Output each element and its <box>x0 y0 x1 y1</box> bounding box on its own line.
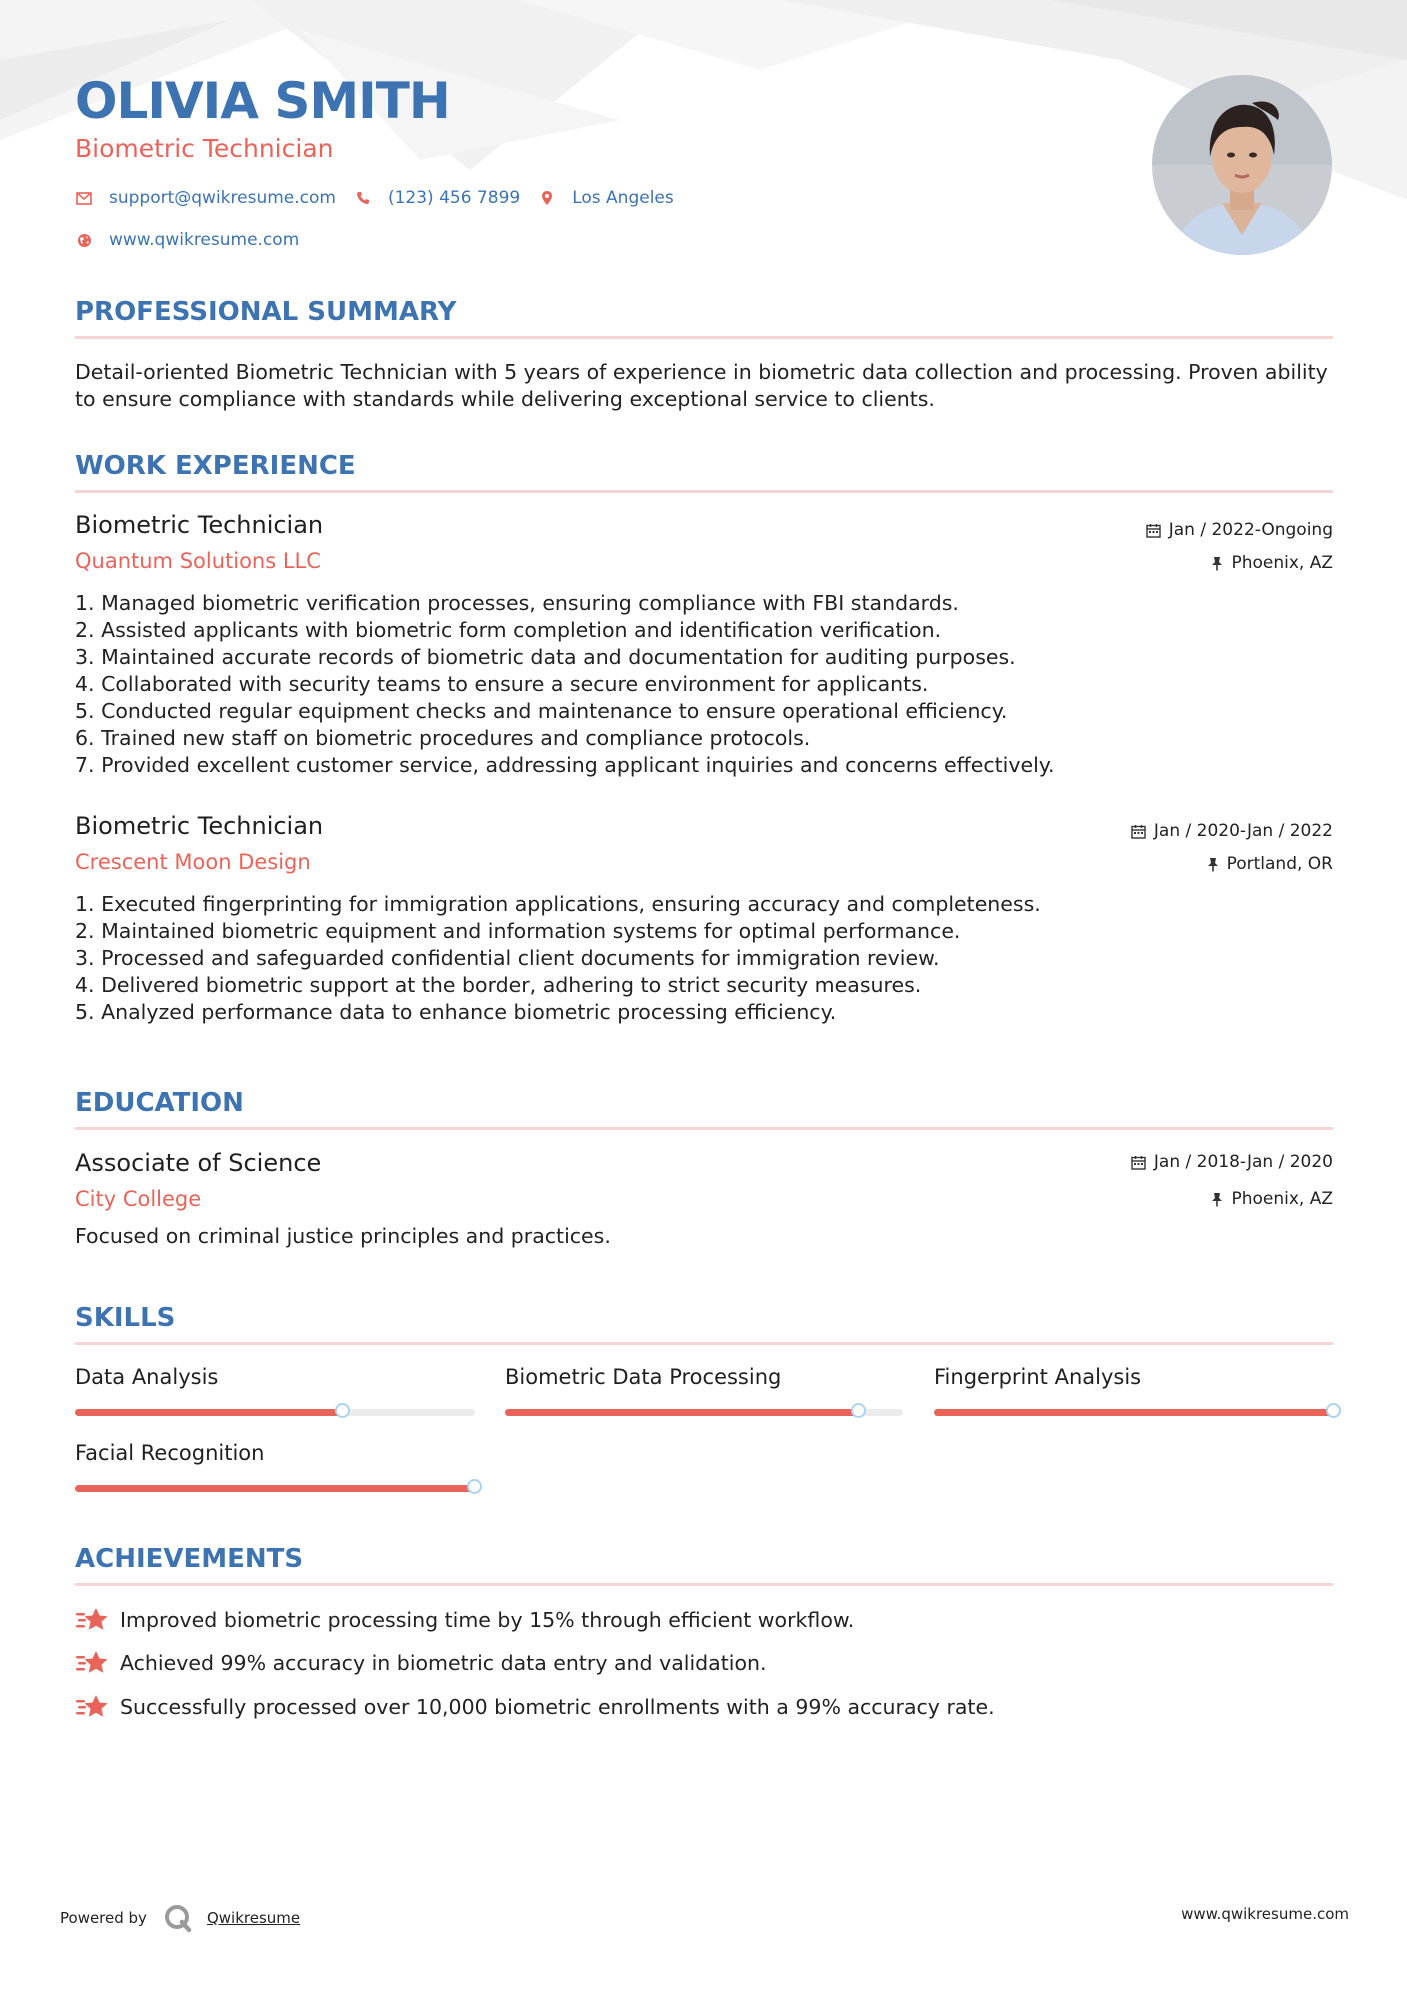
list-item: 6. Trained new staff on biometric procedures and compliance protocols. <box>75 726 811 750</box>
education-dates <box>1131 1152 1333 1172</box>
skill-bar-knob <box>335 1403 350 1418</box>
achievement-text: Successfully processed over 10,000 biometric enrollments with a 99% accuracy rate. <box>120 1695 995 1719</box>
job-dates-text: Jan / 2020-Jan / 2022 <box>1153 821 1333 841</box>
skill-bar-knob <box>851 1403 866 1418</box>
summary-heading: PROFESSIONAL SUMMARY <box>75 297 457 327</box>
experience-divider <box>75 490 1333 493</box>
list-item: 3. Processed and safeguarded confidential client documents for immigration review. <box>75 946 940 970</box>
star-icon <box>75 1693 109 1721</box>
footer-powered-by <box>60 1903 300 1933</box>
achievement-text: Improved biometric processing time by 15% through efficient workflow. <box>120 1608 855 1632</box>
skill-bar-fill <box>75 1409 343 1416</box>
achievement-text: Achieved 99% accuracy in biometric data entry and validation. <box>120 1651 767 1675</box>
skill-label: Biometric Data Processing <box>505 1365 782 1389</box>
job-bullets <box>75 891 1333 1026</box>
achievements-heading: ACHIEVEMENTS <box>75 1544 304 1574</box>
achievement-item <box>75 1606 854 1634</box>
star-icon <box>75 1606 109 1634</box>
job-dates <box>1146 520 1333 540</box>
job-company: Crescent Moon Design <box>75 850 311 874</box>
job-dates-text: Jan / 2022-Ongoing <box>1168 520 1333 540</box>
contact-phone[interactable]: (123) 456 7899 <box>387 188 521 208</box>
education-description: Focused on criminal justice principles and practices. <box>75 1224 611 1248</box>
candidate-title: Biometric Technician <box>75 134 334 163</box>
envelope-icon <box>75 189 93 207</box>
summary-text: Detail-oriented Biometric Technician with 5 years of experience in biometric data collection and processing. Proven ability to ensure compliance with standards while delivering exceptional service to clients. <box>75 360 1328 411</box>
job-company: Quantum Solutions LLC <box>75 549 321 573</box>
job-bullets <box>75 590 1333 779</box>
list-item: 3. Maintained accurate records of biometric data and documentation for auditing purposes. <box>75 645 1016 669</box>
skill-bar <box>505 1409 903 1416</box>
skill-bar-fill <box>75 1485 475 1492</box>
skills-divider <box>75 1342 1333 1345</box>
list-item: 5. Conducted regular equipment checks and maintenance to ensure operational efficiency. <box>75 699 1008 723</box>
skill-bar <box>75 1409 475 1416</box>
education-divider <box>75 1127 1333 1130</box>
star-icon <box>75 1649 109 1677</box>
pushpin-icon <box>1207 857 1219 872</box>
map-pin-icon <box>538 189 556 207</box>
globe-icon <box>75 231 93 249</box>
skills-heading: SKILLS <box>75 1303 176 1333</box>
contact-row-primary <box>75 188 692 208</box>
footer-url[interactable]: www.qwikresume.com <box>1181 1905 1349 1923</box>
job-title: Biometric Technician <box>75 812 324 840</box>
skill-bar-knob <box>467 1479 482 1494</box>
contact-email[interactable]: support@qwikresume.com <box>109 188 336 208</box>
pushpin-icon <box>1211 1192 1223 1207</box>
education-school: City College <box>75 1187 202 1211</box>
list-item: 2. Assisted applicants with biometric form completion and identification verification. <box>75 618 942 642</box>
list-item: 2. Maintained biometric equipment and information systems for optimal performance. <box>75 919 961 943</box>
job-title: Biometric Technician <box>75 511 324 539</box>
education-dates-text: Jan / 2018-Jan / 2020 <box>1153 1152 1333 1172</box>
list-item: 1. Executed fingerprinting for immigration applications, ensuring accuracy and completeness. <box>75 892 1041 916</box>
skill-label: Facial Recognition <box>75 1441 265 1465</box>
achievement-item <box>75 1649 767 1677</box>
powered-by-label: Powered by <box>60 1909 147 1927</box>
job-location <box>1207 854 1333 874</box>
skill-bar-knob <box>1326 1403 1341 1418</box>
skill-label: Fingerprint Analysis <box>934 1365 1142 1389</box>
contact-location: Los Angeles <box>572 188 674 208</box>
job-location-text: Phoenix, AZ <box>1231 553 1333 573</box>
list-item: 4. Collaborated with security teams to ensure a secure environment for applicants. <box>75 672 929 696</box>
summary-divider <box>75 336 1333 339</box>
qwikresume-logo-icon <box>163 1903 193 1933</box>
list-item: 5. Analyzed performance data to enhance biometric processing efficiency. <box>75 1000 837 1024</box>
calendar-icon <box>1146 523 1161 538</box>
education-degree: Associate of Science <box>75 1149 322 1177</box>
job-dates <box>1131 821 1333 841</box>
skill-bar-fill <box>934 1409 1334 1416</box>
contact-website[interactable]: www.qwikresume.com <box>109 230 300 250</box>
education-heading: EDUCATION <box>75 1088 244 1118</box>
footer-brand-link[interactable]: Qwikresume <box>206 1909 301 1927</box>
candidate-name: OLIVIA SMITH <box>75 72 450 130</box>
skill-bar <box>934 1409 1334 1416</box>
contact-row-secondary <box>75 230 317 250</box>
list-item: 7. Provided excellent customer service, addressing applicant inquiries and concerns effectively. <box>75 753 1055 777</box>
education-location <box>1211 1189 1333 1209</box>
calendar-icon <box>1131 824 1146 839</box>
achievements-divider <box>75 1583 1333 1586</box>
skill-bar-fill <box>505 1409 859 1416</box>
achievement-item <box>75 1693 995 1721</box>
experience-heading: WORK EXPERIENCE <box>75 451 356 481</box>
phone-icon <box>354 189 372 207</box>
education-location-text: Phoenix, AZ <box>1231 1189 1333 1209</box>
skill-bar <box>75 1485 475 1492</box>
skill-label: Data Analysis <box>75 1365 219 1389</box>
job-location-text: Portland, OR <box>1226 854 1333 874</box>
calendar-icon <box>1131 1155 1146 1170</box>
list-item: 1. Managed biometric verification processes, ensuring compliance with FBI standards. <box>75 591 959 615</box>
job-location <box>1211 553 1333 573</box>
pushpin-icon <box>1211 556 1223 571</box>
profile-photo <box>1152 75 1332 255</box>
list-item: 4. Delivered biometric support at the border, adhering to strict security measures. <box>75 973 922 997</box>
